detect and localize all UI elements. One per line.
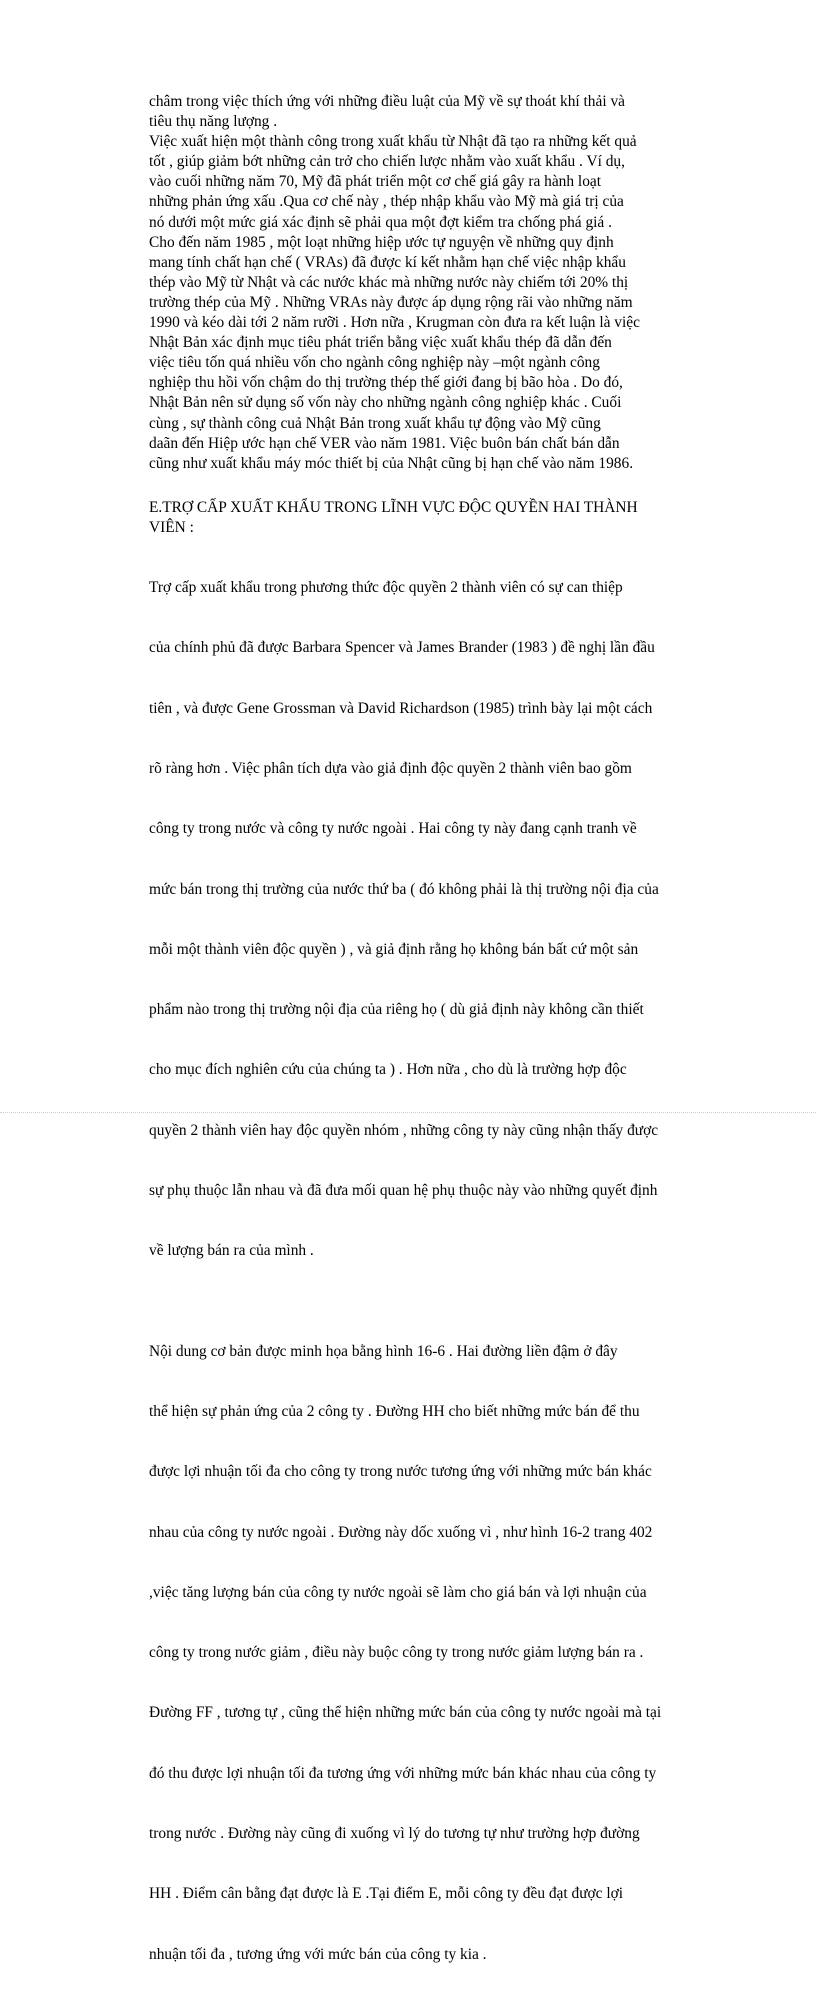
- text-line: thép vào Mỹ từ Nhật và các nước khác mà những nước này chiếm tới 20% thị: [149, 273, 629, 291]
- text-line: nhau của công ty nước ngoài . Đường này dốc xuống vì , như hình 16-2 trang 402: [149, 1523, 653, 1541]
- text-line: được lợi nhuận tối đa cho công ty trong nước tương ứng với những mức bán khác: [149, 1463, 652, 1481]
- text-line: 1990 và kéo dài tới 2 năm rưỡi . Hơn nữa , Krugman còn đưa ra kết luận là việc: [149, 314, 640, 332]
- text-line: cũng như xuất khẩu máy móc thiết bị của Nhật cũng bị hạn chế vào năm 1986.: [149, 454, 634, 472]
- text-line: tiên , và được Gene Grossman và David Richardson (1985) trình bày lại một cách: [149, 699, 653, 717]
- page-bottom-divider: [0, 1112, 816, 1113]
- paragraph-trade-steel: [149, 92, 729, 474]
- text-line: Đường FF , tương tự , cũng thể hiện những mức bán của công ty nước ngoài mà tại: [149, 1704, 662, 1722]
- text-line: về lượng bán ra của mình .: [149, 1242, 314, 1260]
- text-line: daãn đến Hiệp ước hạn chế VER vào năm 1981. Việc buôn bán chất bán dẫn: [149, 434, 620, 452]
- text-line: Trợ cấp xuất khẩu trong phương thức độc quyền 2 thành viên có sự can thiệp: [149, 579, 623, 597]
- text-line: công ty trong nước và công ty nước ngoài . Hai công ty này đang cạnh tranh về: [149, 820, 637, 838]
- text-line: sự phụ thuộc lẫn nhau và đã đưa mối quan hệ phụ thuộc này vào những quyết định: [149, 1181, 658, 1199]
- heading-line: VIÊN :: [149, 518, 194, 536]
- paragraph-export-subsidy: [149, 538, 729, 1302]
- text-line: Nhật Bản nên sử dụng số vốn này cho những ngành công nghiệp khác . Cuối: [149, 394, 622, 412]
- text-line: nhuận tối đa , tương ứng với mức bán của công ty kia .: [149, 1945, 487, 1963]
- text-line: rõ ràng hơn . Việc phân tích dựa vào giả định độc quyền 2 thành viên bao gồm: [149, 760, 632, 777]
- text-line: mỗi một thành viên độc quyền ) , và giả định rằng họ không bán bất cứ một sản: [149, 940, 639, 958]
- text-line: công ty trong nước giảm , điều này buộc công ty trong nước giảm lượng bán ra .: [149, 1644, 644, 1662]
- paragraph-figure-explanation: [149, 1302, 729, 2005]
- text-line: thể hiện sự phản ứng của 2 công ty . Đường HH cho biết những mức bán để thu: [149, 1403, 640, 1420]
- section-heading: [149, 498, 729, 538]
- text-line: phẩm nào trong thị trường nội địa của riêng họ ( dù giả định này không cần thiết: [149, 1001, 644, 1019]
- text-line: HH . Điểm cân bằng đạt được là E .Tại điểm E, mỗi công ty đều đạt được lợi: [149, 1885, 624, 1903]
- text-line: tiêu thụ năng lượng .: [149, 113, 278, 131]
- text-line: nghiệp thu hồi vốn chậm do thị trường thép thế giới đang bị bão hòa . Do đó,: [149, 374, 623, 392]
- text-line: của chính phủ đã được Barbara Spencer và James Brander (1983 ) đề nghị lần đầu: [149, 639, 655, 657]
- text-line: mức bán trong thị trường của nước thứ ba ( đó không phải là thị trường nội địa của: [149, 880, 659, 898]
- text-line: Nhật Bản xác định mục tiêu phát triển bằng việc xuất khẩu thép đã dẫn đến: [149, 334, 612, 352]
- text-line: ,việc tăng lượng bán của công ty nước ngoài sẽ làm cho giá bán và lợi nhuận của: [149, 1583, 647, 1601]
- text-line: châm trong việc thích ứng với những điều luật của Mỹ về sự thoát khí thải và: [149, 93, 625, 110]
- text-line: trường thép của Mỹ . Những VRAs này được áp dụng rộng rãi vào những năm: [149, 293, 633, 311]
- text-line: vào cuối những năm 70, Mỹ đã phát triển một cơ chế giá gây ra hành loạt: [149, 173, 601, 191]
- paragraph-gap: [149, 474, 729, 498]
- text-line: Nội dung cơ bản được minh họa bằng hình 16-6 . Hai đường liền đậm ở đây: [149, 1342, 618, 1360]
- text-line: việc tiêu tốn quá nhiều vốn cho ngành công nghiệp này –một ngành công: [149, 354, 600, 372]
- text-line: quyền 2 thành viên hay độc quyền nhóm , những công ty này cũng nhận thấy được: [149, 1121, 659, 1139]
- text-line: tốt , giúp giảm bớt những cản trở cho chiến lược nhằm vào xuất khẩu . Ví dụ,: [149, 153, 625, 171]
- text-line: trong nước . Đường này cũng đi xuống vì lý do tương tự như trường hợp đường: [149, 1824, 640, 1842]
- text-line: Việc xuất hiện một thành công trong xuất khẩu từ Nhật đã tạo ra những kết quả: [149, 133, 637, 151]
- page-content: [149, 92, 729, 2005]
- text-line: đó thu được lợi nhuận tối đa tương ứng với những mức bán khác nhau của công ty: [149, 1764, 657, 1782]
- text-line: cho mục đích nghiên cứu của chúng ta ) . Hơn nữa , cho dù là trường hợp độc: [149, 1061, 627, 1079]
- text-line: những phản ứng xấu .Qua cơ chế này , thép nhập khẩu vào Mỹ mà giá trị của: [149, 193, 624, 211]
- text-line: Cho đến năm 1985 , một loạt những hiệp ước tự nguyện về những quy định: [149, 233, 614, 251]
- heading-line: E.TRỢ CẤP XUẤT KHẨU TRONG LĨNH VỰC ĐỘC QUYỀN HAI THÀNH: [149, 498, 638, 516]
- text-line: mang tính chất hạn chế ( VRAs) đã được kí kết nhằm hạn chế việc nhập khẩu: [149, 253, 626, 271]
- text-line: nó dưới một mức giá xác định sẽ phải qua một đợt kiểm tra chống phá giá .: [149, 213, 612, 231]
- text-line: cùng , sự thành công cuả Nhật Bản trong xuất khẩu tự động vào Mỹ cũng: [149, 414, 601, 432]
